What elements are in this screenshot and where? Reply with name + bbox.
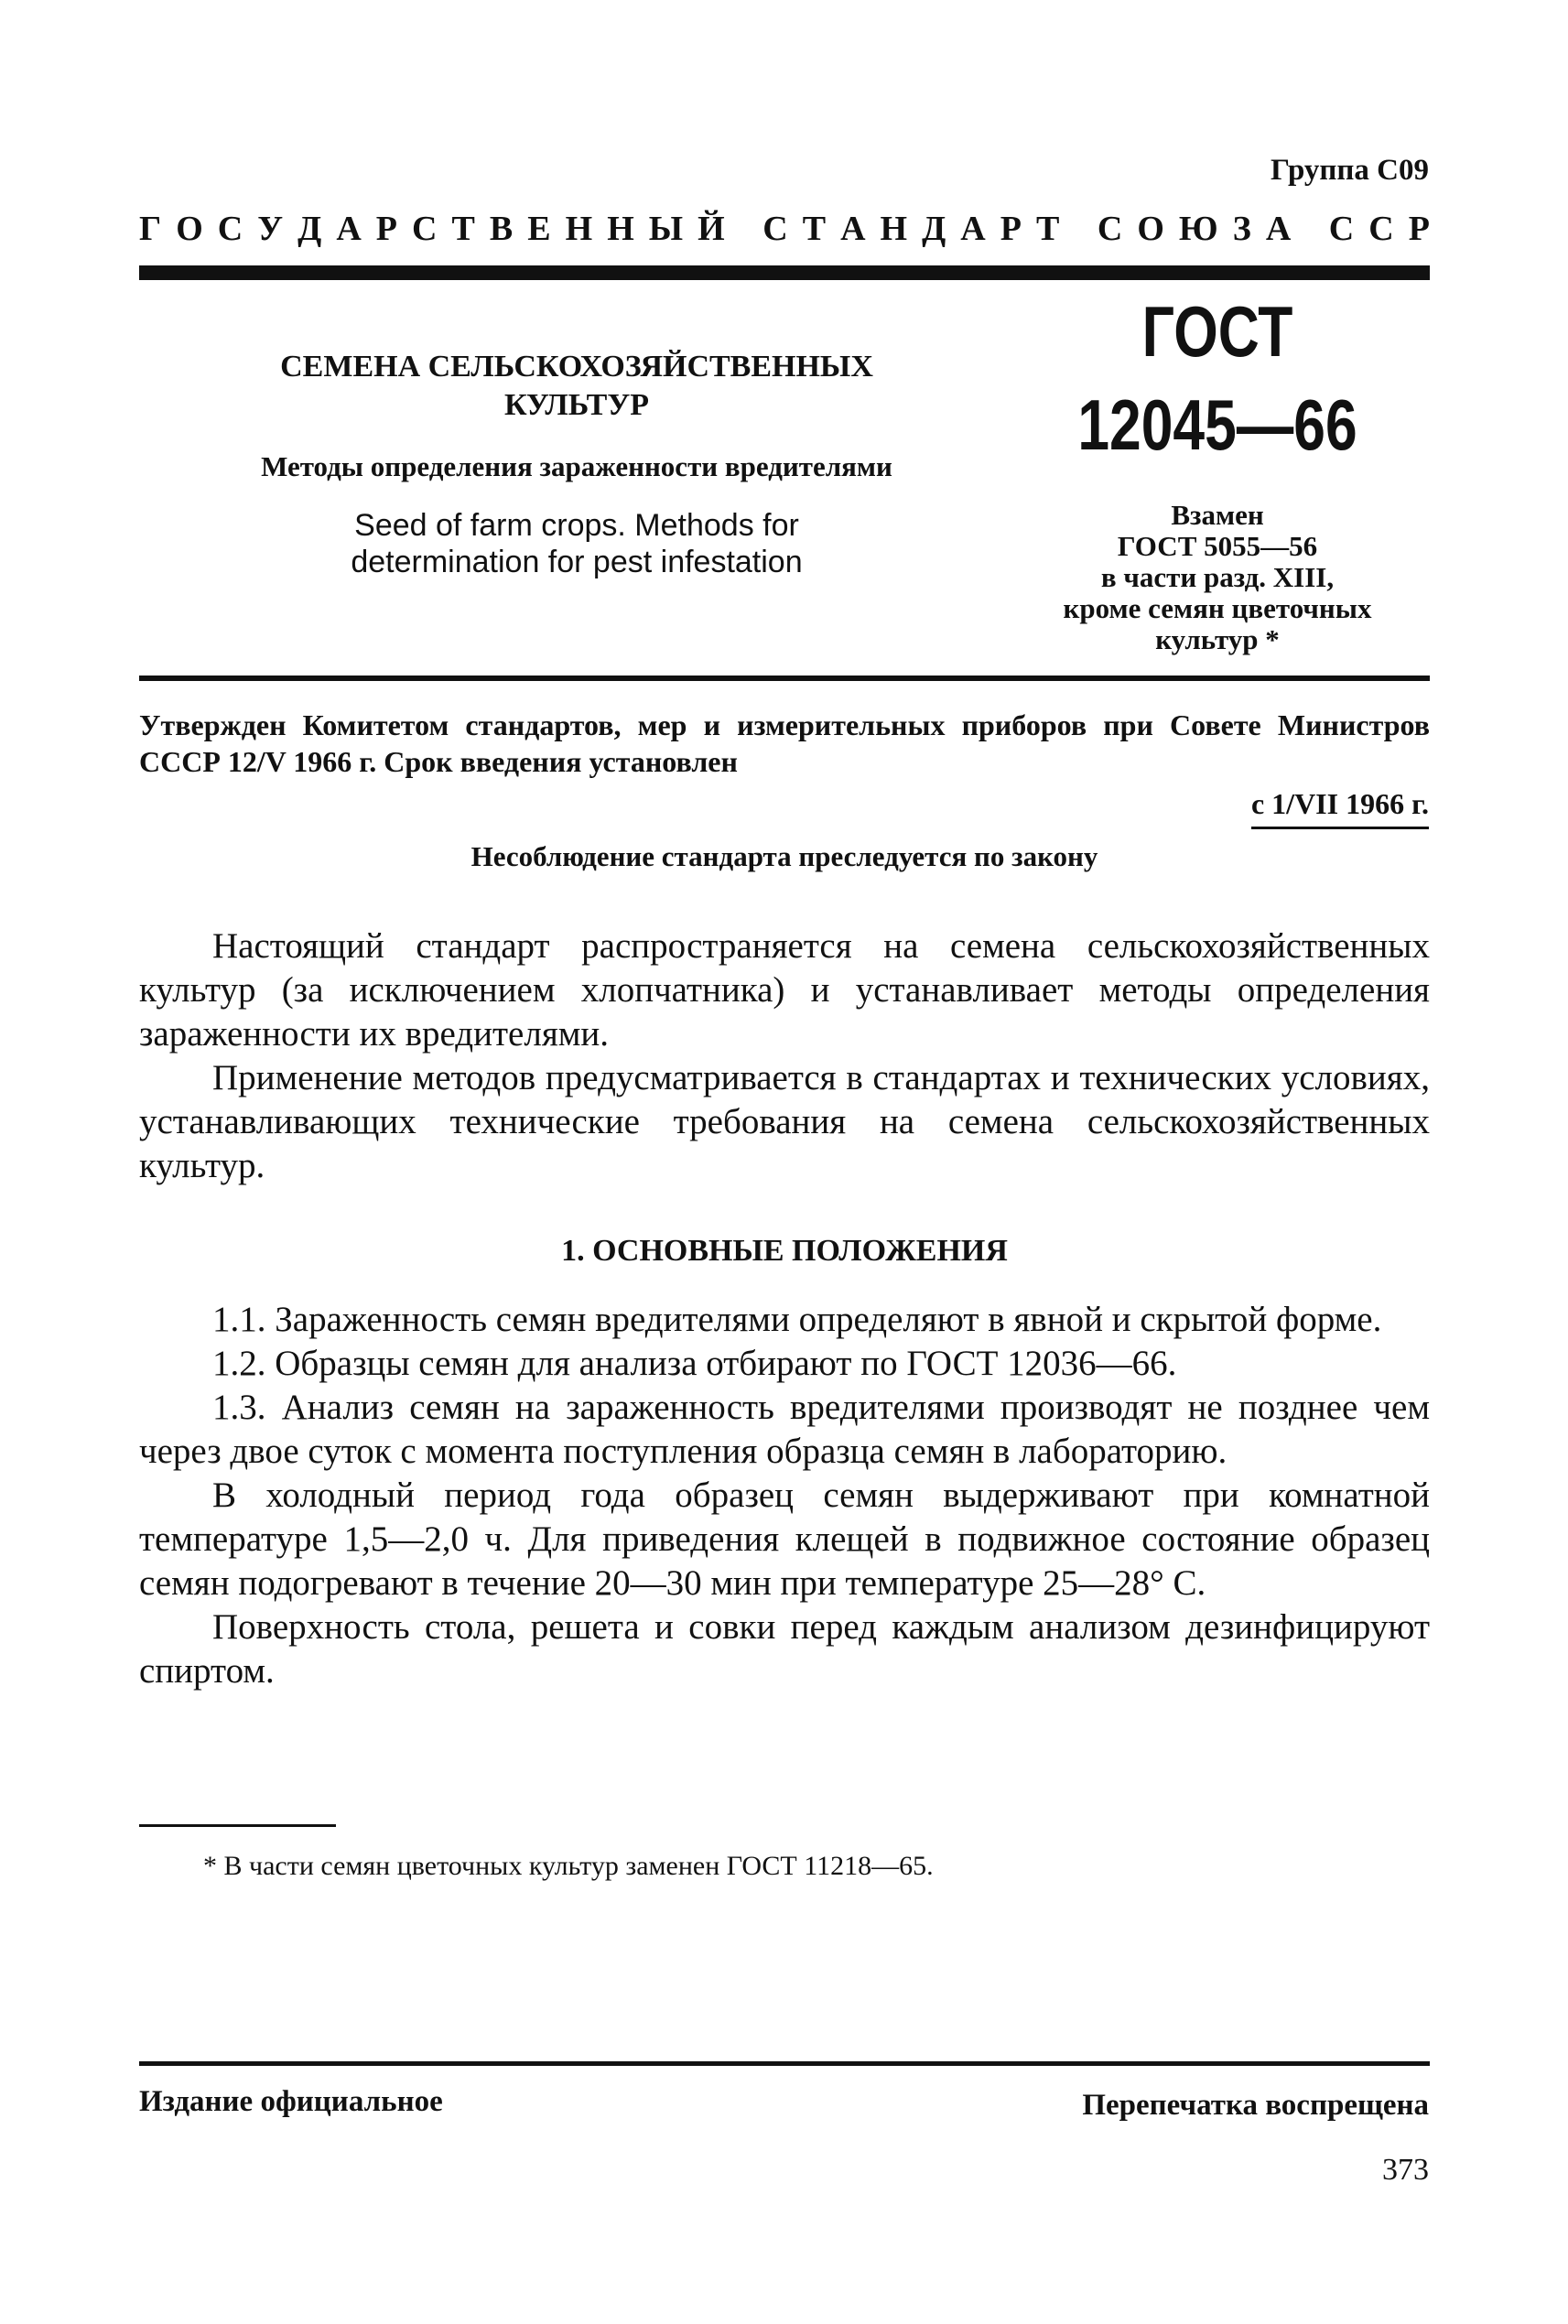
state-standard-letter: Т — [802, 210, 827, 248]
state-standard-letter: Г — [139, 210, 162, 248]
state-standard-letter: Н — [607, 210, 634, 248]
header-rule — [139, 265, 1430, 280]
state-standard-letter: Н — [880, 210, 908, 248]
title-en-line2: determination for pest infestation — [351, 545, 803, 579]
title-block-right — [1007, 293, 1428, 655]
clause-1-1: 1.1. Зараженность семян вредителями определяют в явной и скрытой форме. — [212, 1300, 1382, 1339]
approval-text: Утвержден Комитетом стандартов, мер и измерительных приборов при Совете Министров СССР 12/V 1966 г. Срок введения установлен — [139, 708, 1430, 778]
page-number: 373 — [1382, 2153, 1429, 2187]
group-code: Группа С09 — [1271, 154, 1429, 187]
replaces-line5: культур * — [1155, 623, 1280, 655]
state-standard-letter: С — [762, 210, 788, 248]
section-1-title: 1. ОСНОВНЫЕ ПОЛОЖЕНИЯ — [561, 1234, 1008, 1268]
footnote-rule — [139, 1824, 336, 1827]
state-standard-letter: Ы — [648, 210, 684, 248]
gost-label: ГОСТ — [1141, 291, 1293, 372]
state-standard-heading — [139, 209, 1430, 249]
footnote: * В части семян цветочных культур заменен ГОСТ 11218—65. — [203, 1851, 934, 1881]
state-standard-letter: Р — [1000, 210, 1022, 248]
state-standard-letter: Е — [527, 210, 551, 248]
replaces-note — [1007, 500, 1428, 655]
edition-label: Издание официальное — [139, 2085, 443, 2118]
state-standard-letter: Р — [1408, 210, 1430, 248]
title-en-line1: Seed of farm crops. Methods for — [354, 508, 799, 543]
title-ru-line1: СЕМЕНА СЕЛЬСКОХОЗЯЙСТВЕННЫХ — [280, 350, 873, 384]
state-standard-letter — [740, 209, 749, 249]
cold-period-paragraph: В холодный период года образец семян выдерживают при комнатной температуре 1,5—2,0 ч. Для приведения клещей в подвижное состояние образец семян подогревают в течение 20—30 мин при температуре 25—28° С. — [139, 1475, 1430, 1603]
clause-1-2: 1.2. Образцы семян для анализа отбирают по ГОСТ 12036—66. — [212, 1344, 1177, 1383]
subtitle-ru: Методы определения зараженности вредителями — [261, 450, 892, 482]
state-standard-letter: С — [1328, 210, 1355, 248]
state-standard-letter: А — [1265, 210, 1292, 248]
intro-paragraph-1: Настоящий стандарт распространяется на семена сельскохозяйственных культур (за исключением хлопчатника) и устанавливает методы определения зараженности их вредителями. — [139, 926, 1430, 1054]
title-ru-line2: КУЛЬТУР — [503, 388, 650, 422]
replaces-line2: ГОСТ 5055—56 — [1117, 530, 1318, 562]
state-standard-letter: С — [217, 210, 243, 248]
section-1-text — [139, 1298, 1430, 1693]
state-standard-letter: Р — [375, 210, 398, 248]
state-standard-letter: А — [336, 210, 362, 248]
state-standard-letter: А — [840, 210, 866, 248]
state-standard-letter: Н — [565, 210, 593, 248]
replaces-line1: Взамен — [1171, 499, 1264, 531]
title-en — [183, 507, 970, 580]
state-standard-letter: Т — [1035, 210, 1060, 248]
gost-number: 12045—66 — [1077, 384, 1357, 465]
state-standard-letter: С — [1097, 210, 1123, 248]
state-standard-letter: С — [1368, 210, 1394, 248]
clause-1-3: 1.3. Анализ семян на зараженность вредителями производят не позднее чем через двое суток с момента поступления образца семян в лабораторию. — [139, 1388, 1430, 1471]
intro-text — [139, 924, 1430, 1188]
effective-date: с 1/VII 1966 г. — [1251, 787, 1429, 829]
state-standard-letter: Ю — [1178, 210, 1218, 248]
state-standard-letter: Д — [297, 210, 322, 248]
state-standard-letter: А — [960, 210, 986, 248]
reprint-notice: Перепечатка воспрещена — [1082, 2089, 1429, 2122]
state-standard-letter: О — [1137, 210, 1164, 248]
state-standard-letter: Т — [451, 210, 475, 248]
title-block-left — [183, 348, 970, 580]
intro-paragraph-2: Применение методов предусматривается в стандартах и технических условиях, устанавливающих технические требования на семена сельскохозяйственных культур. — [139, 1058, 1430, 1185]
state-standard-letter — [1305, 209, 1314, 249]
state-standard-letter: С — [412, 210, 438, 248]
state-standard-letter: Й — [697, 210, 725, 248]
state-standard-letter: У — [257, 210, 284, 248]
title-ru — [183, 348, 970, 425]
disinfect-paragraph: Поверхность стола, решета и совки перед каждым анализом дезинфицируют спиртом. — [139, 1607, 1430, 1691]
state-standard-letter: О — [176, 210, 203, 248]
state-standard-letter: Д — [922, 210, 946, 248]
title-block-rule — [139, 676, 1430, 681]
replaces-line3: в части разд. XIII, — [1100, 561, 1335, 593]
state-standard-letter — [1074, 209, 1083, 249]
state-standard-letter: З — [1232, 210, 1251, 248]
non-compliance-notice: Несоблюдение стандарта преследуется по закону — [470, 840, 1098, 872]
replaces-line4: кроме семян цветочных — [1063, 592, 1372, 624]
state-standard-letter: В — [489, 210, 514, 248]
footer-rule — [139, 2061, 1430, 2066]
